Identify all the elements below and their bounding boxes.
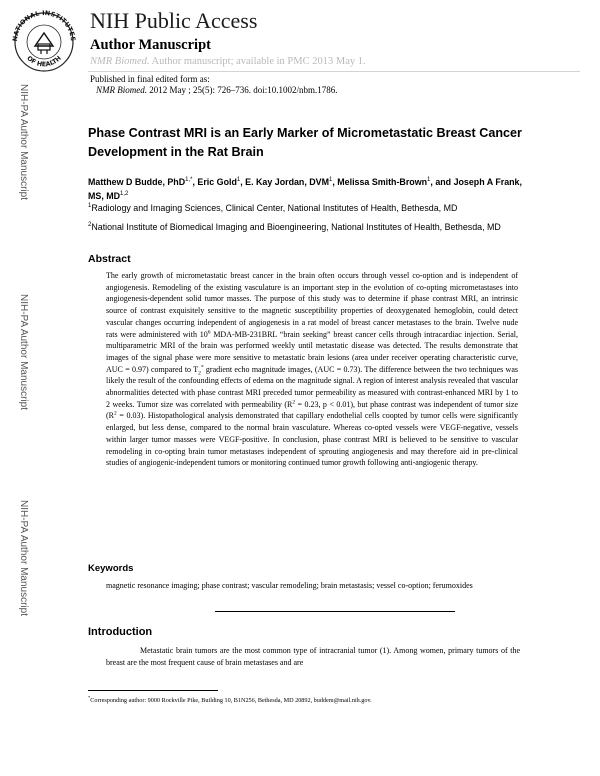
- abstract-superscript: 2: [292, 399, 296, 406]
- affiliation-mark: 1: [88, 203, 92, 209]
- author-list: Matthew D Budde, PhD$^{1,*}$, Eric Gold$^1$, E. Kay Jordan, DVM$^1$, Melissa Smith-Brown$^1$, and Joseph A Frank, MS, MD$^{1,2}$: [88, 176, 522, 201]
- affiliation-text: Radiology and Imaging Sciences, Clinical Center, National Institutes of Health, Bethesda, MD: [91, 202, 458, 213]
- keywords-list: magnetic resonance imaging; phase contrast; vascular remodeling; brain metastasis; vessel co-option; ferumoxides: [106, 581, 473, 590]
- abstract-text: = 0.23, p < 0.01), but phase contrast was independent of tumor size (R: [106, 399, 518, 421]
- author-name: Eric Gold: [197, 176, 237, 187]
- author-affiliation-mark: 1,2: [120, 190, 129, 197]
- published-in-line: Published in final edited form as:: [90, 74, 210, 84]
- footnote-text: Corresponding author: 9000 Rockville Pike, Building 10, B1N256, Bethesda, MD 20892, buddem@mail.nih.gov.: [90, 697, 372, 705]
- footnote-mark: *: [88, 695, 91, 700]
- abstract-superscript: 6: [207, 328, 211, 335]
- keywords-heading: Keywords: [88, 563, 134, 574]
- citation-line: [96, 85, 338, 95]
- affiliation-mark: 2: [88, 222, 92, 228]
- svg-text:OF HEALTH: OF HEALTH: [25, 54, 63, 69]
- author-name: E. Kay Jordan, DVM: [245, 176, 329, 187]
- section-divider: [215, 611, 455, 612]
- nih-public-access-title: NIH Public Access: [90, 8, 258, 33]
- author-affiliation-mark: 1: [236, 177, 241, 183]
- affiliation-1: [88, 200, 528, 214]
- introduction-heading: Introduction: [88, 626, 153, 638]
- manuscript-availability: [90, 56, 366, 67]
- corresponding-author-footnote: [88, 695, 372, 704]
- citation-details: 2012 May ; 25(5): 726–736. doi:10.1002/nbm.1786.: [147, 85, 338, 95]
- author-affiliation-mark: 1: [329, 177, 333, 183]
- side-watermark-3: NIH-PA Author Manuscript: [18, 500, 29, 616]
- abstract-text: = 0.03). Histopathological analysis demonstrated that capillary endothelial cells coopted by tumor cells were significantly enlarged, but less dense, compared to the normal brain vasculature. Whereas co-opted vessels were VEGF-negative, vessels within larger tumor masses were VEGF-positive. In conclusion, phase contrast MRI is believed to be sensitive to vascular remodeling in co-opting brain tumor metastases independent of sprouting angiogenesis and may therefore aid in pre-clinical studies of angiogenic-independent tumors or monitoring continued tumor growth following anti-angiogenic therapy.: [106, 411, 518, 468]
- citation-journal: NMR Biomed.: [96, 85, 147, 95]
- author-name: Joseph A Frank, MS, MD: [88, 176, 522, 201]
- abstract-superscript: 2: [114, 410, 117, 417]
- abstract-text: The early growth of micrometastatic breast cancer in the brain often occurs through vessel co-option and is independent of angiogenesis. Remodeling of the existing vasculature is an important step in the evolution of co-opting micrometastases into angiogenesis-dependent solid tumor masses. The purpose of this study was to determine if phase contrast MRI, an intrinsic source of contrast exquisitely sensitive to the magnetic susceptibility properties of deoxygenated hemoglobin, could detect vascular changes occurring independent of angiogenesis in a rat model of breast cancer metastases to the brain. Twelve nude rats were administered with 10: [106, 271, 518, 339]
- author-manuscript-title: Author Manuscript: [90, 37, 211, 53]
- author-name: Melissa Smith-Brown: [337, 176, 428, 187]
- manuscript-journal: NMR Biomed.: [90, 56, 150, 67]
- introduction-body: Metastatic brain tumors are the most common type of intracranial tumor (1). Among women, primary tumors of the breast are the most frequent cause of brain metastases and are: [106, 646, 520, 667]
- side-watermark-1: NIH-PA Author Manuscript: [18, 84, 29, 200]
- paper-title: Phase Contrast MRI is an Early Marker of Micrometastatic Breast Cancer Development in the Rat Brain: [88, 126, 522, 159]
- footnote-divider: [88, 690, 218, 691]
- abstract-text: MDA-MB-231BRL “brain seeking” breast cancer cells through intracardiac injection. Serial, multiparametric MRI of the brain was performed weekly until metastatic disease was detected. The results demonstrate that images of the signal phase were more sensitive to metastatic brain lesions (area under receiver operating characteristic curve, AUC = 0.97) compared to T: [106, 329, 518, 374]
- abstract-heading: Abstract: [88, 253, 131, 265]
- manuscript-availability-text: Author manuscript; available in PMC 2013 May 1.: [149, 56, 366, 67]
- abstract-body: [106, 270, 518, 469]
- affiliation-text: National Institute of Biomedical Imaging and Bioengineering, National Institutes of Health, Bethesda, MD: [91, 221, 501, 232]
- affiliation-2: [88, 219, 528, 233]
- side-watermark: [12, 0, 36, 776]
- svg-text:NATIONAL INSTITUTES: NATIONAL INSTITUTES: [11, 9, 77, 42]
- author-affiliation-mark: 1,*: [185, 177, 193, 183]
- abstract-subscript: 2: [198, 370, 201, 377]
- author-name: Matthew D Budde, PhD: [88, 176, 186, 187]
- author-affiliation-mark: 1: [427, 177, 431, 183]
- abstract-text: gradient echo magnitude images, (AUC = 0.73). The difference between the two techniques was likely the result of the confounding effects of edema on the magnitude signal. A region of interest analysis revealed that vascular abnormalities detected with phase contrast MRI preceded tumor permeability as measured with contrast-enhanced MRI by 1 to 2 weeks. Tumor size was correlated with permeability (R: [106, 364, 518, 409]
- header-divider: [88, 71, 580, 72]
- abstract-superscript: *: [200, 363, 204, 370]
- side-watermark-2: NIH-PA Author Manuscript: [18, 294, 29, 410]
